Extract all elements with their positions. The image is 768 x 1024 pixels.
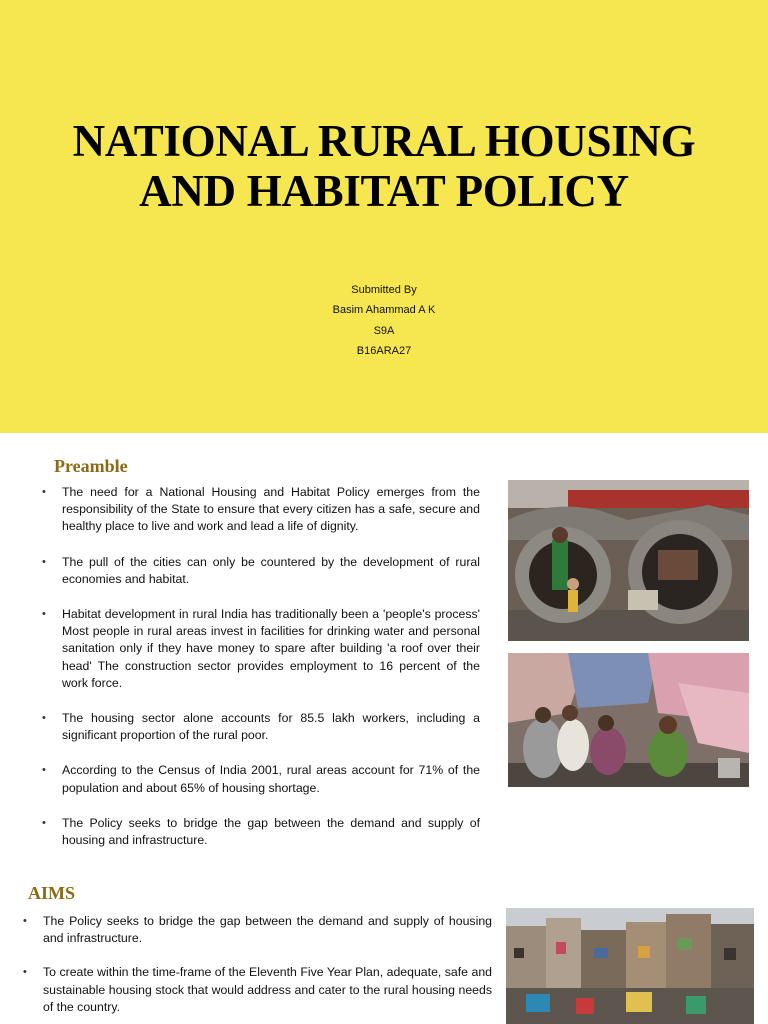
aims-bullet: • To create within the time-frame of the Eleventh Five Year Plan, adequate, safe and sustainable housing stock that would address and cater to the rural housing needs of the country. xyxy=(23,964,492,1016)
title-line-1: NATIONAL RURAL HOUSING xyxy=(72,116,696,166)
preamble-bullet: • The need for a National Housing and Habitat Policy emerges from the responsibility of the State to ensure that every citizen has a safe, secure and healthy place to live and work and lead a life of dignity. xyxy=(42,484,480,536)
title-line-2: AND HABITAT POLICY xyxy=(139,166,629,216)
preamble-bullet: • The pull of the cities can only be countered by the development of rural economies and habitat. xyxy=(42,554,480,588)
preamble-bullet: • According to the Census of India 2001, rural areas account for 71% of the population and about 65% of housing shortage. xyxy=(42,762,480,796)
preamble-bullet-list xyxy=(42,484,480,867)
preamble-bullet: • Habitat development in rural India has traditionally been a 'people's process' Most people in rural areas invest in facilities for drinking water and personal sanitation only if they have money to spare after building 'a roof over their head' The construction sector provides employment to 16 percent of the work force. xyxy=(42,606,480,692)
aims-bullet: • The Policy seeks to bridge the gap between the demand and supply of housing and infrastructure. xyxy=(23,913,492,947)
pipe-dwellers-photo xyxy=(508,480,749,641)
preamble-bullet: • The housing sector alone accounts for 85.5 lakh workers, including a significant proportion of the rural poor. xyxy=(42,710,480,744)
presentation-title xyxy=(0,116,768,216)
submission-details xyxy=(0,280,768,361)
preamble-heading: Preamble xyxy=(54,456,128,476)
aims-bullet-list xyxy=(23,913,492,1024)
author-name: Basim Ahammad A K xyxy=(332,304,436,317)
class-label: S9A xyxy=(373,324,395,337)
submitted-by-label: Submitted By xyxy=(351,284,417,296)
roll-number: B16ARA27 xyxy=(356,344,412,357)
slum-housing-photo xyxy=(506,908,754,1024)
preamble-bullet: • The Policy seeks to bridge the gap between the demand and supply of housing and infrastructure. xyxy=(42,815,480,849)
tent-settlement-photo xyxy=(508,653,749,787)
title-slide xyxy=(0,0,768,433)
aims-heading: AIMS xyxy=(28,883,76,903)
